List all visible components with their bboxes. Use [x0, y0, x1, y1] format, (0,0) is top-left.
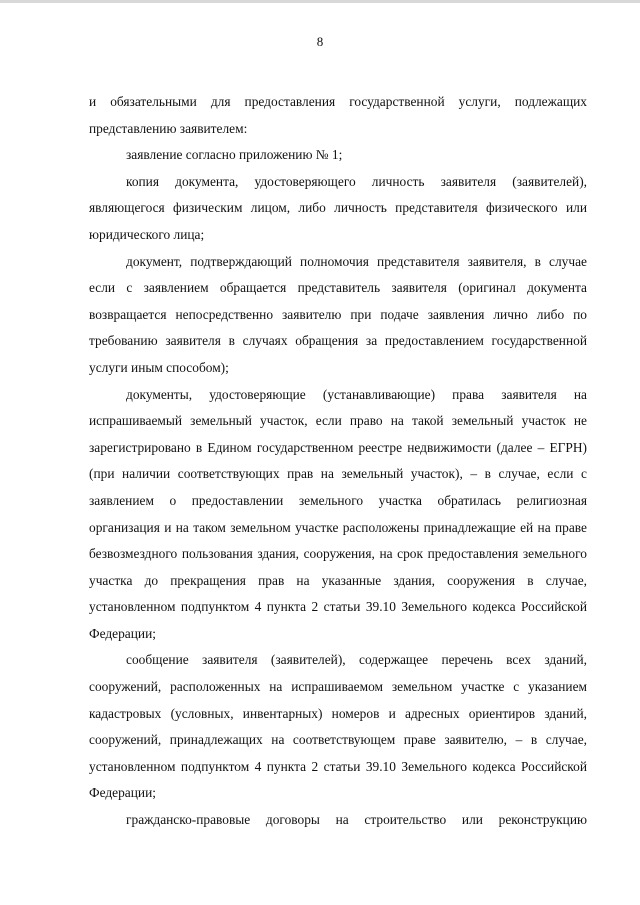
page-number: 8: [316, 34, 324, 49]
paragraph-authority-document: документ, подтверждающий полномочия представителя заявителя, в случае если с заявлением обращается представитель заявителя (оригинал документа возвращается непосредственно заявителю при подаче заявления лично либо по требованию заявителя в случаях обращения за предоставлением государственной услуги иным способом);: [89, 253, 587, 375]
scan-top-edge: [0, 0, 640, 3]
paragraph-buildings-list: сообщение заявителя (заявителей), содержащее перечень всех зданий, сооружений, расположенных на испрашиваемом земельном участке с указанием кадастровых (условных, инвентарных) номеров и адресных ориентиров зданий, сооружений, принадлежащих на соответствующем праве заявителю, – в случае, установленном подпунктом 4 пункта 2 статьи 39.10 Земельного кодекса Российской Федерации;: [89, 652, 587, 801]
paragraph-civil-contracts: гражданско-правовые договоры на строительство или реконструкцию: [126, 812, 587, 828]
paragraph-application: заявление согласно приложению № 1;: [126, 147, 343, 163]
paragraph-continuation: и обязательными для предоставления государственной услуги, подлежащих представлению заявителем:: [89, 94, 587, 136]
document-body: [89, 89, 587, 834]
paragraph-identity-copy: копия документа, удостоверяющего личность заявителя (заявителей), являющегося физическим лицом, либо личность представителя физического или юридического лица;: [89, 173, 587, 242]
paragraph-land-rights-documents: документы, удостоверяющие (устанавливающие) права заявителя на испрашиваемый земельный участок, если право на такой земельный участок не зарегистрировано в Едином государственном реестре недвижимости (далее – ЕГРН) (при наличии соответствующих прав на земельный участок), – в случае, если с заявлением о предоставлении земельного участка обратилась религиозная организация и на таком земельном участке расположены принадлежащие ей на праве безвозмездного пользования здания, сооружения, на срок предоставления земельного участка до прекращения прав на указанные здания, сооружения в случае, установленном подпунктом 4 пункта 2 статьи 39.10 Земельного кодекса Российской Федерации;: [89, 386, 587, 641]
